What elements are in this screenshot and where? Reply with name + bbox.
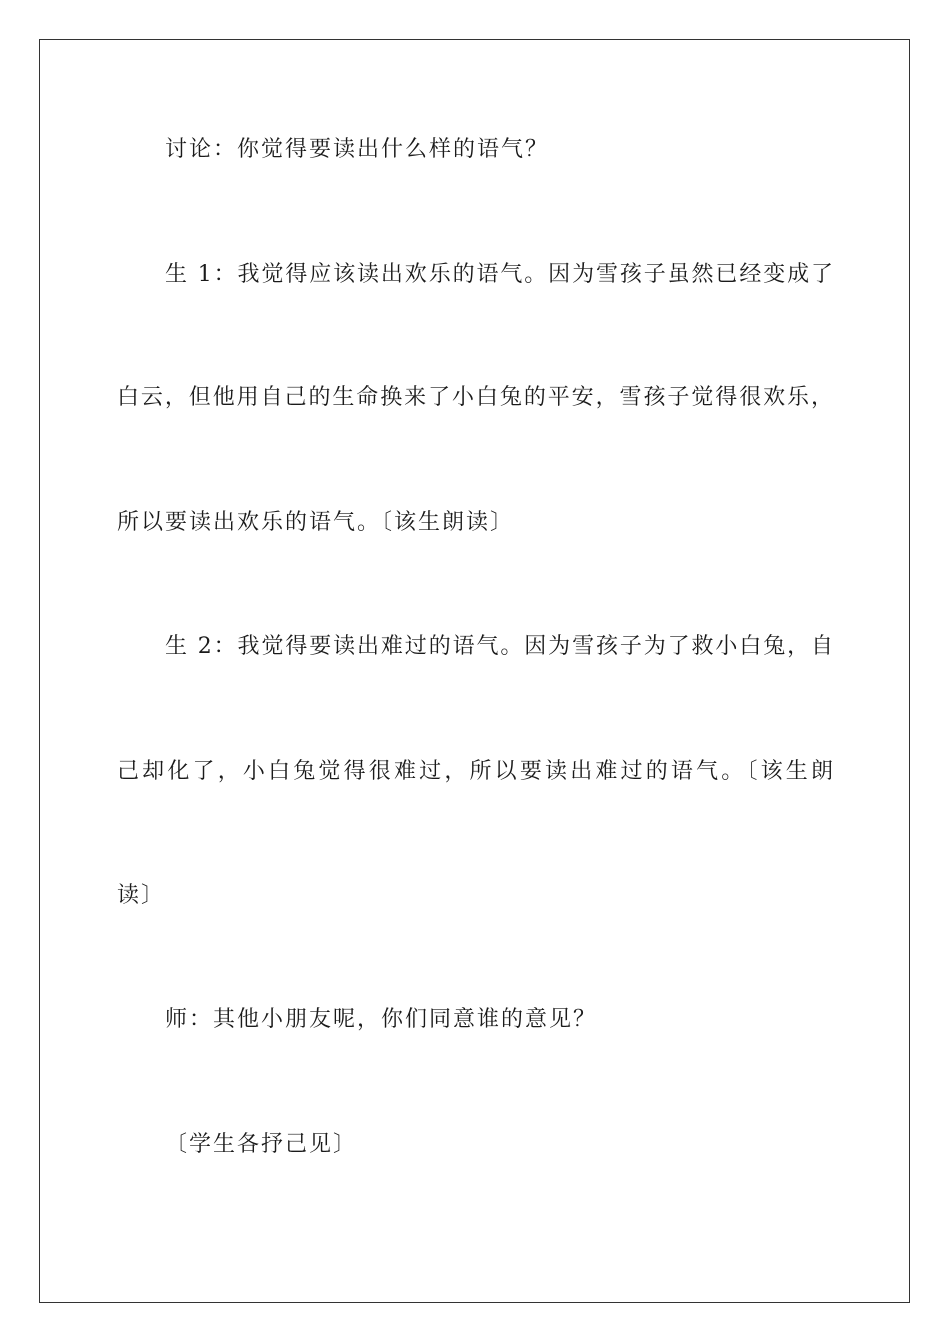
student-1-line-1: 生 1：我觉得应该读出欢乐的语气。因为雪孩子虽然已经变成了 — [165, 262, 833, 287]
student-1-line-3: 所以要读出欢乐的语气。〔该生朗读〕 — [117, 510, 515, 535]
students-response-note: 〔学生各抒己见〕 — [165, 1132, 358, 1157]
discussion-prompt: 讨论：你觉得要读出什么样的语气？ — [165, 137, 550, 162]
student-1-line-2: 白云，但他用自己的生命换来了小白兔的平安，雪孩子觉得很欢乐， — [117, 385, 833, 410]
student-2-line-2: 己却化了，小白兔觉得很难过，所以要读出难过的语气。〔该生朗 — [117, 759, 833, 784]
teacher-question: 师：其他小朋友呢，你们同意谁的意见？ — [165, 1007, 598, 1032]
student-2-line-1: 生 2：我觉得要读出难过的语气。因为雪孩子为了救小白兔，自 — [165, 634, 833, 659]
page-border — [39, 39, 910, 1303]
student-2-line-3: 读〕 — [117, 883, 166, 908]
